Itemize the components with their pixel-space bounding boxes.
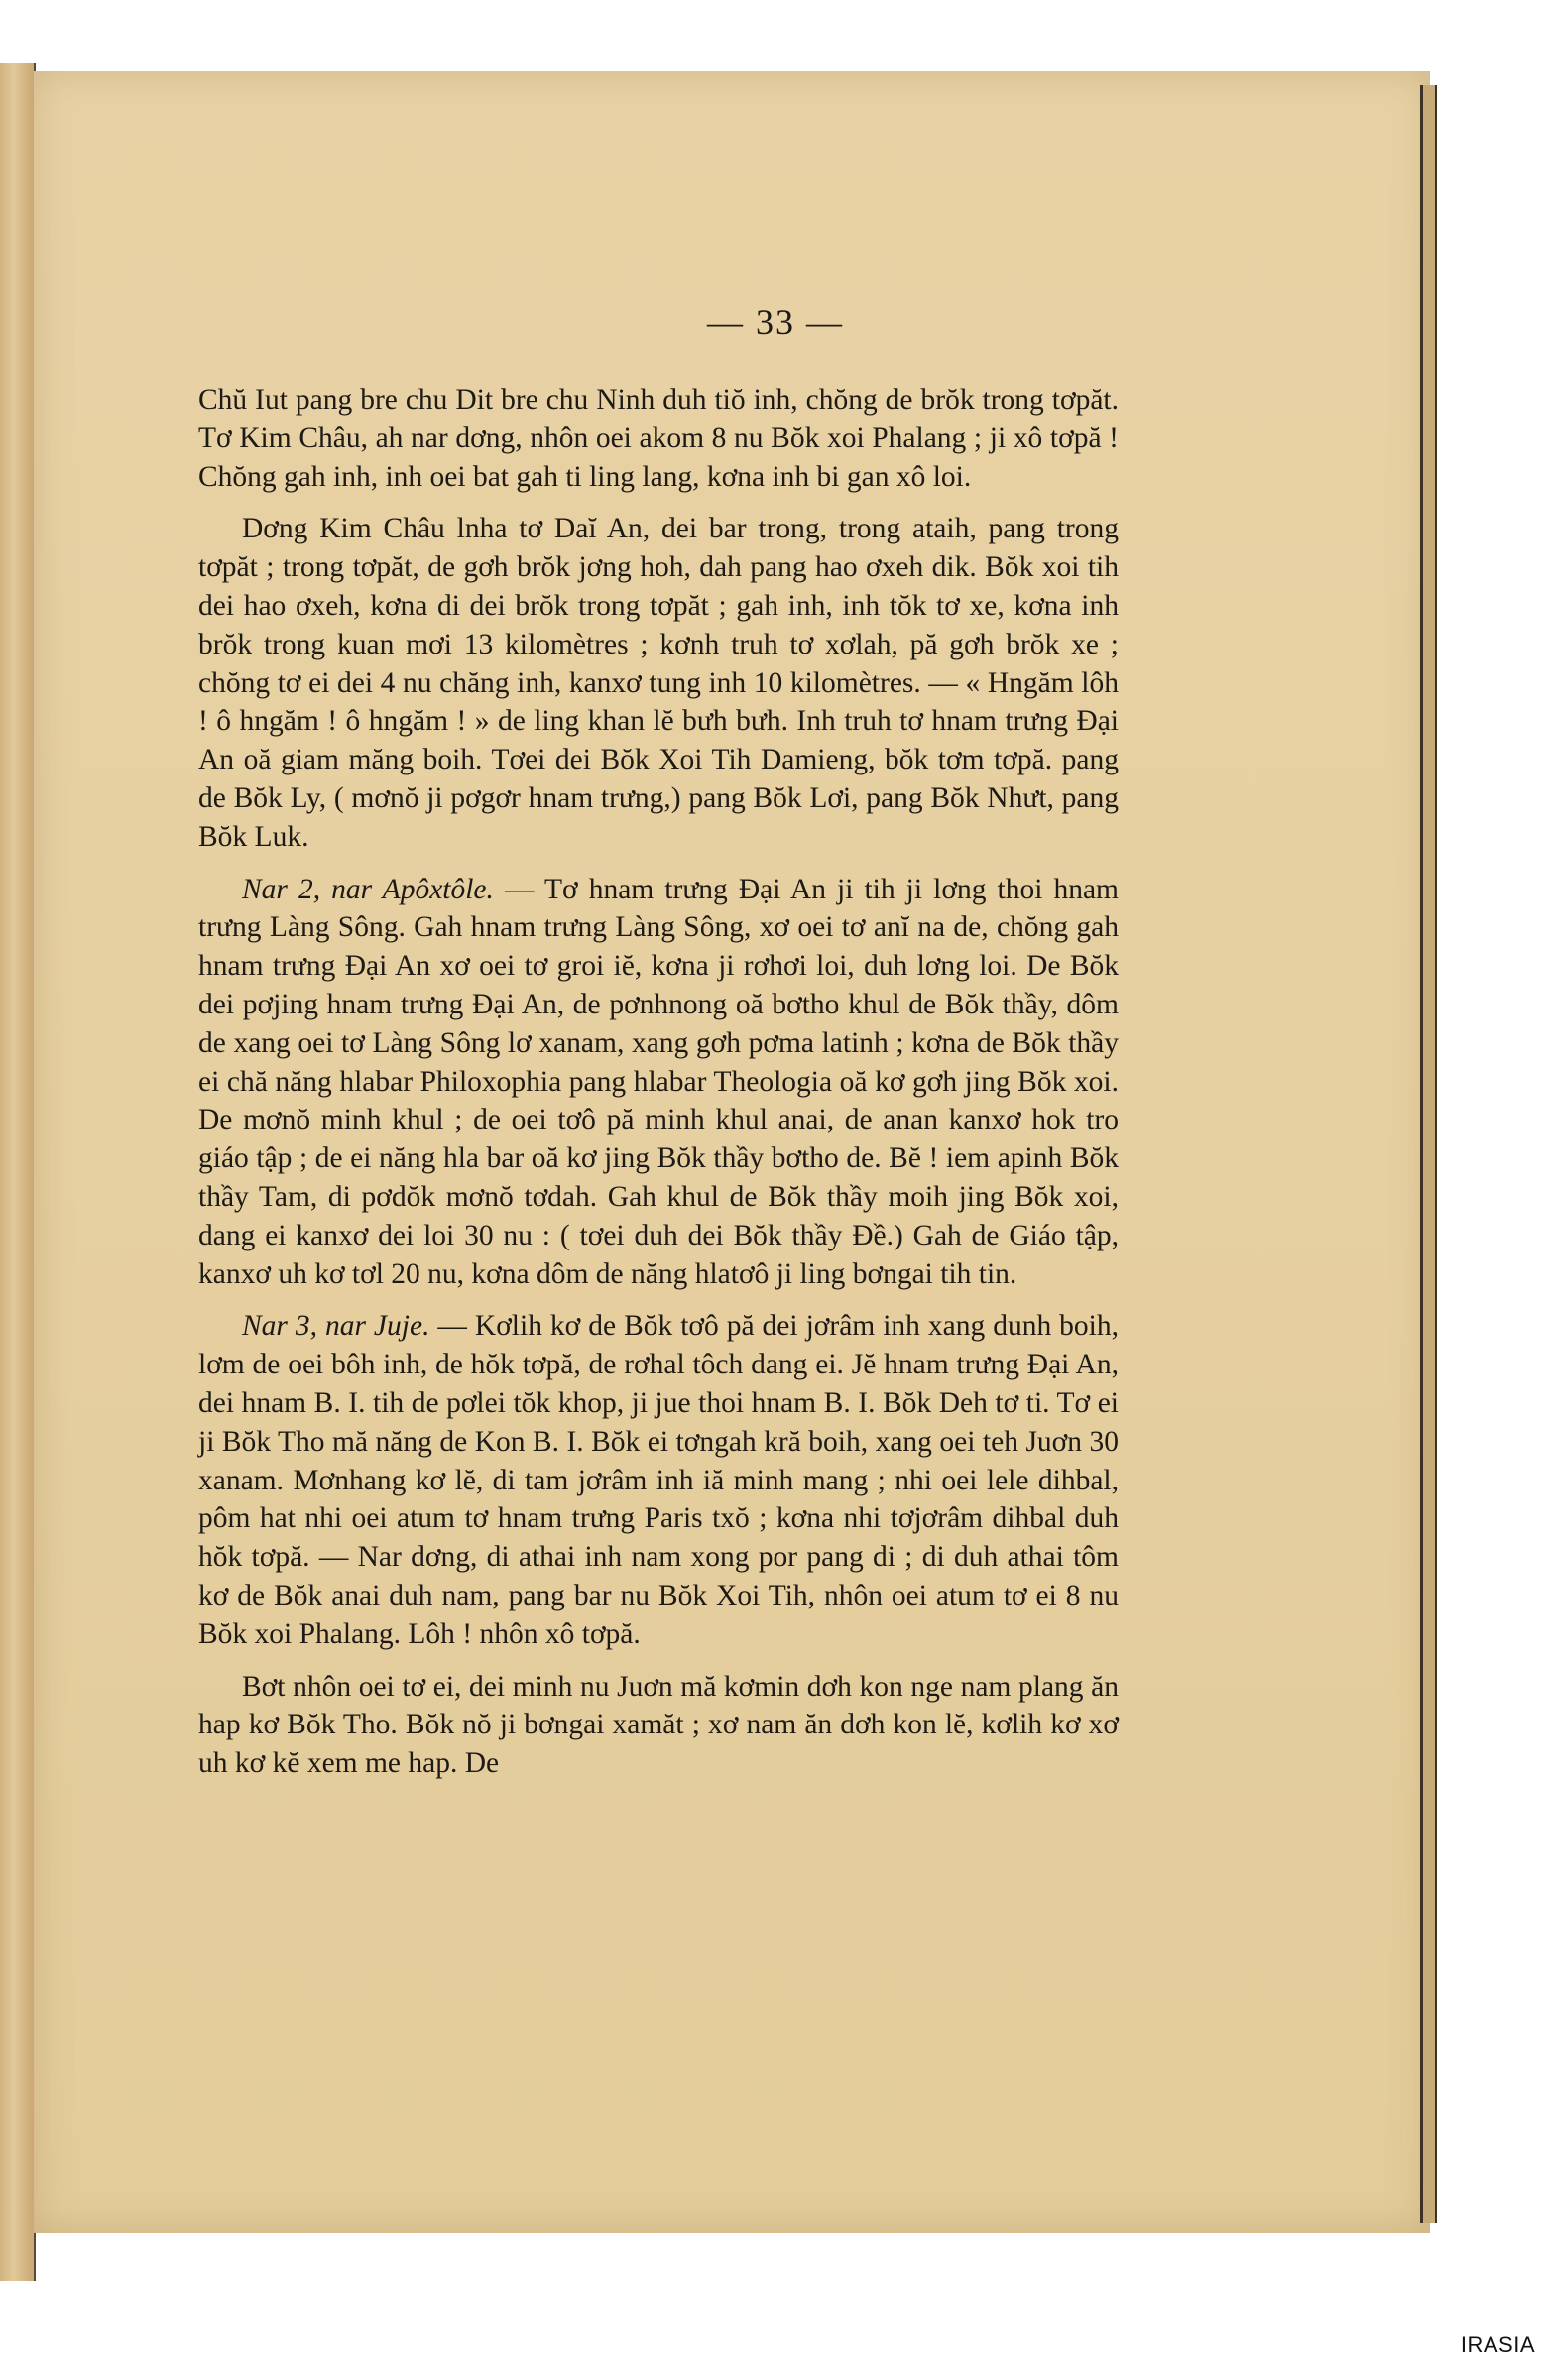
paragraph-text: — Kơlih kơ de Bŏk tơô pă dei jơrâm inh xang dunh boih, lơm de oei bôh inh, de hŏk tơpă, de rơhal tôch dang ei. Jĕ hnam trưng Đại An, dei hnam B. I. tih de pơlei tŏk khop, ji jue thoi hnam B. I. Bŏk Deh tơ ti. Tơ ei ji Bŏk Tho mă năng de Kon B. I. Bŏk ei tơngah kră boih, xang oei teh Juơn 30 xanam. Mơnhang kơ lĕ, di tam jơrâm inh iă minh mang ; nhi oei lele dihbal, pôm hat nhi oei atum tơ hnam trưng Paris txŏ ; kơna nhi tơjơrâm dihbal duh hŏk tơpă. — Nar dơng, di athai inh nam xong por pang di ; di duh athai tôm kơ de Bŏk anai duh nam, pang bar nu Bŏk Xoi Tih, nhôn oei atum tơ ei 8 nu Bŏk xoi Phalang. Lôh ! nhôn xô tơpă. (198, 1310, 1119, 1650)
previous-page-edge (0, 63, 36, 2281)
page-body (198, 381, 1119, 1783)
paragraph-3 (198, 871, 1119, 1294)
paragraph-4 (198, 1307, 1119, 1653)
paragraph-lead: Nar 2, nar Apôxtôle. (242, 873, 494, 905)
paragraph-2 (198, 510, 1119, 856)
paragraph-text: — Tơ hnam trưng Đại An ji tih ji lơng thoi hnam trưng Làng Sông. Gah hnam trưng Làng Sông, xơ oei tơ anĭ na de, chŏng gah hnam trưng Đại An xơ oei tơ groi iĕ, kơna ji rơhơi loi, duh lơng loi. De Bŏk dei pơjing hnam trưng Đại An, de pơnhnong oă bơtho khul de Bŏk thầy, dôm de xang oei tơ Làng Sông lơ xanam, xang gơh pơma latinh ; kơna de Bŏk thầy ei chă năng hlabar Philoxophia pang hlabar Theologia oă kơ gơh jing Bŏk xoi. De mơnŏ minh khul ; de oei tơô pă minh khul anai, de anan kanxơ hok tro giáo tập ; de ei năng hla bar oă kơ jing Bŏk thầy bơtho de. Bĕ ! iem apinh Bŏk thầy Tam, di pơdŏk mơnŏ tơdah. Gah khul de Bŏk thầy moih jing Bŏk xoi, dang ei kanxơ dei loi 30 nu : ( tơei duh dei Bŏk thầy Đề.) Gah de Giáo tập, kanxơ uh kơ tơl 20 nu, kơna dôm de năng hlatơô ji ling bơngai tih tin. (198, 873, 1120, 1290)
page-number: — 33 — (707, 302, 844, 342)
paragraph-5 (198, 1668, 1119, 1783)
paragraph-1 (198, 381, 1119, 496)
page-binding-edge (1420, 85, 1437, 2223)
paragraph-text: Chŭ Iut pang bre chu Dit bre chu Ninh duh tiŏ inh, chŏng de brŏk trong tơpăt. Tơ Kim Châu, ah nar dơng, nhôn oei akom 8 nu Bŏk xoi Phalang ; ji xô tơpă ! Chŏng gah inh, inh oei bat gah ti ling lang, kơna inh bi gan xô loi. (198, 384, 1119, 493)
paragraph-lead: Nar 3, nar Juje. (242, 1310, 430, 1343)
paragraph-text: Dơng Kim Châu lnha tơ Daĭ An, dei bar trong, trong ataih, pang trong tơpăt ; trong tơpăt, de gơh brŏk jơng hoh, dah pang hao ơxeh dik. Bŏk xoi tih dei hao ơxeh, kơna di dei brŏk trong tơpăt ; gah inh, inh tŏk tơ xe, kơna inh brŏk trong kuan mơi 13 kilomètres ; kơnh truh tơ xơlah, pă gơh brŏk xe ; chŏng tơ ei dei 4 nu chăng inh, kanxơ tung inh 10 kilomètres. — « Hngăm lôh ! ô hngăm ! ô hngăm ! » de ling khan lĕ bưh bưh. Inh truh tơ hnam trưng Đại An oă giam măng boih. Tơei dei Bŏk Xoi Tih Damieng, bŏk tơm tơpă. pang de Bŏk Ly, ( mơnŏ ji pơgơr hnam trưng,) pang Bŏk Lơi, pang Bŏk Nhưt, pang Bŏk Luk. (198, 513, 1119, 853)
paragraph-text: Bơt nhôn oei tơ ei, dei minh nu Juơn mă kơmin dơh kon nge nam plang ăn hap kơ Bŏk Tho. Bŏk nŏ ji bơngai xamăt ; xơ nam ăn dơh kon lĕ, kơlih kơ xơ uh kơ kĕ xem me hap. De (198, 1670, 1119, 1780)
watermark: IRASIA (1460, 2332, 1535, 2357)
